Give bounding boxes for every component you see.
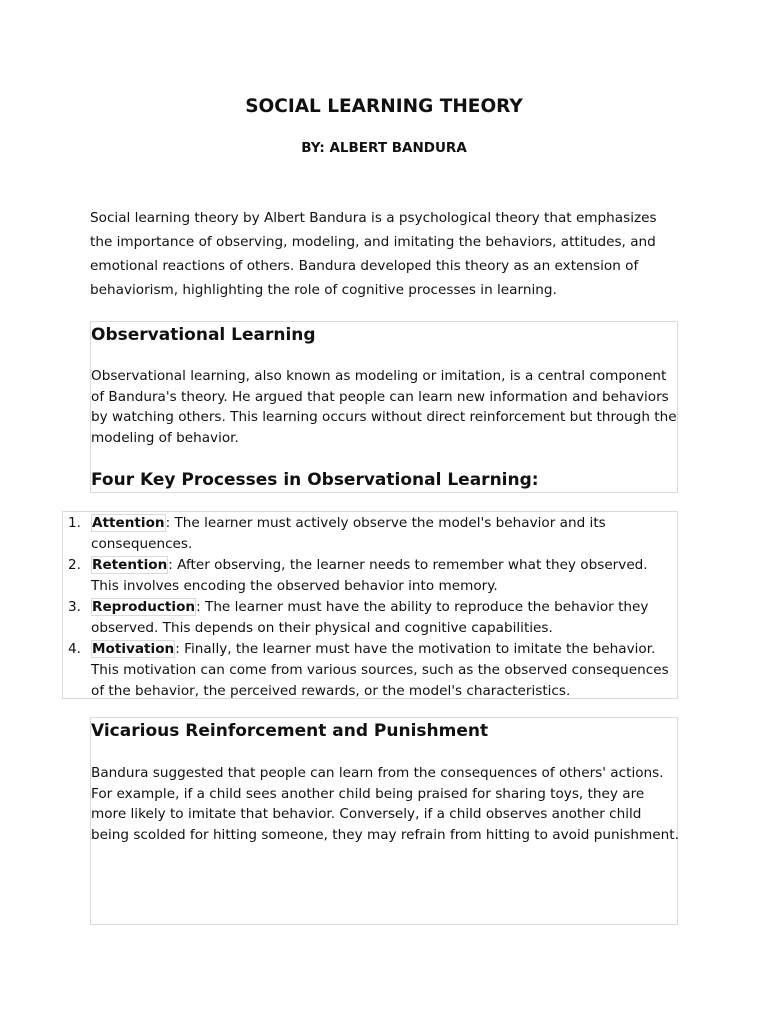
observational-learning-heading: Observational Learning: [91, 325, 316, 345]
page-title: SOCIAL LEARNING THEORY: [245, 96, 523, 117]
list-item-retention: [63, 555, 677, 597]
list-number: 1.: [68, 515, 81, 531]
key-processes-section: [62, 511, 678, 699]
vicarious-section: [90, 717, 678, 925]
key-processes-heading: Four Key Processes in Observational Learning:: [91, 470, 539, 490]
observational-learning-paragraph: Observational learning, also known as modeling or imitation, is a central component of Bandura's theory. He argued that people can learn new information and behaviors by watching others. This learning occurs without direct reinforcement but through the modeling of behavior.: [91, 368, 677, 447]
process-term-motivation: Motivation: [92, 641, 175, 657]
intro-paragraph: Social learning theory by Albert Bandura is a psychological theory that emphasizes the importance of observing, modeling, and imitating the behaviors, attitudes, and emotional reactions of others. Bandura developed this theory as an extension of behaviorism, highlighting the role of cognitive processes in learning.: [90, 210, 657, 298]
vicarious-paragraph: Bandura suggested that people can learn from the consequences of others' actions. For example, if a child sees another child being praised for sharing toys, they are more likely to imitate that behavior. Conversely, if a child observes another child being scolded for hitting someone, they may refrain from hitting to avoid punishment.: [91, 765, 679, 844]
vicarious-heading: Vicarious Reinforcement and Punishment: [91, 721, 489, 741]
list-number: 3.: [68, 599, 81, 615]
list-number: 2.: [68, 557, 81, 573]
list-item-motivation: [63, 639, 677, 702]
process-text-retention: : After observing, the learner needs to remember what they observed. This involves encoding the observed behavior into memory.: [91, 557, 648, 594]
process-term-attention: Attention: [92, 515, 165, 531]
process-term-reproduction: Reproduction: [92, 599, 196, 615]
observational-learning-section: [90, 321, 678, 493]
list-item-reproduction: [63, 597, 677, 639]
process-text-attention: : The learner must actively observe the model's behavior and its consequences.: [91, 515, 606, 552]
list-item-attention: [63, 513, 677, 555]
author-byline: BY: ALBERT BANDURA: [301, 140, 467, 156]
list-number: 4.: [68, 641, 81, 657]
key-processes-list: [63, 513, 677, 702]
process-text-reproduction: : The learner must have the ability to reproduce the behavior they observed. This depends on their physical and cognitive capabilities.: [91, 599, 649, 636]
process-term-retention: Retention: [92, 557, 168, 573]
process-text-motivation: : Finally, the learner must have the motivation to imitate the behavior. This motivation can come from various sources, such as the observed consequences of the behavior, the perceived rewards, or the model's characteristics.: [91, 641, 669, 699]
